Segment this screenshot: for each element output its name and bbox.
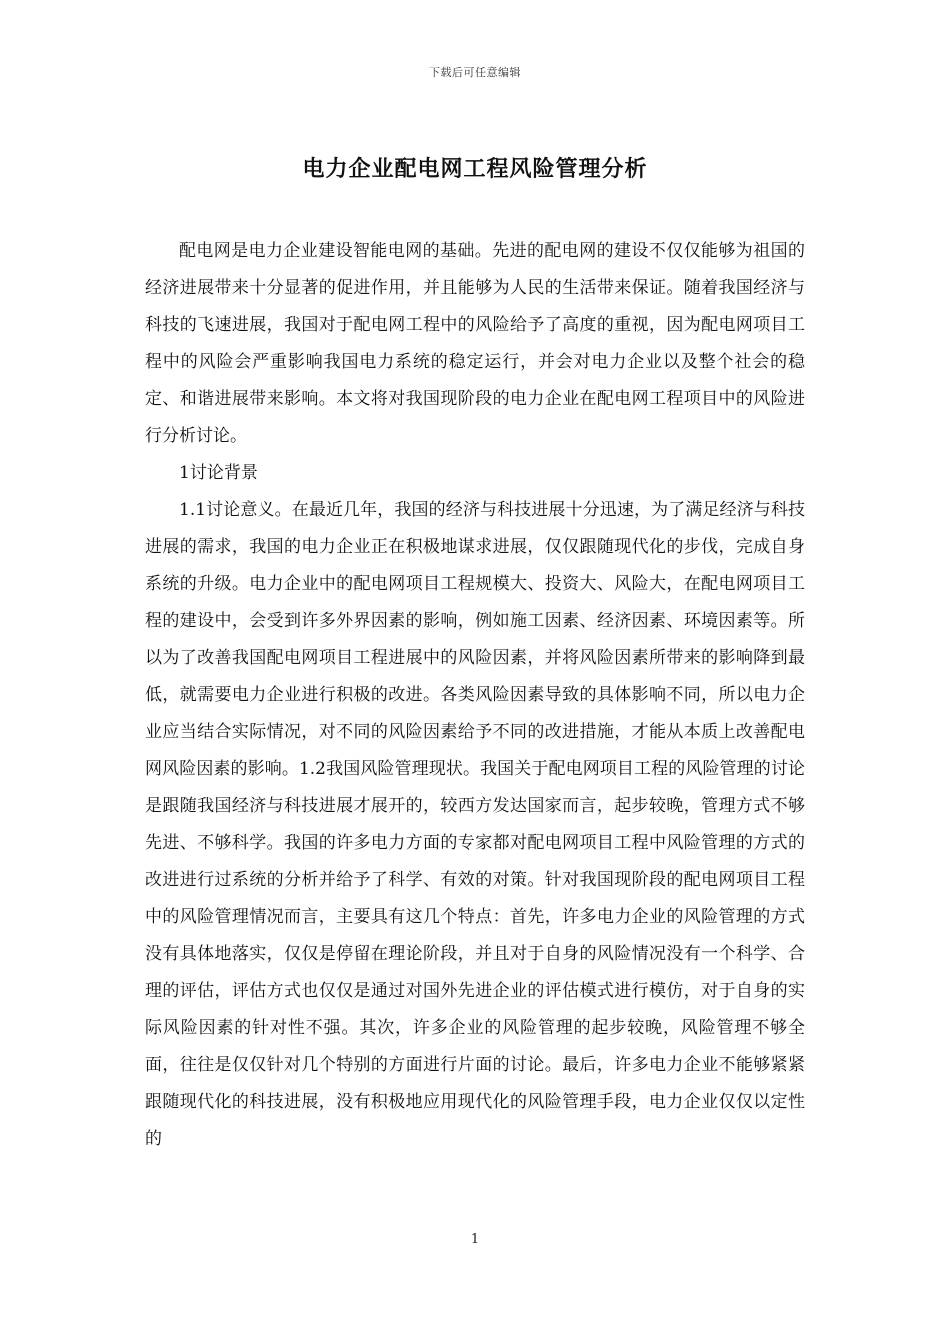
body-paragraph-significance: 1.1讨论意义。在最近几年，我国的经济与科技进展十分迅速，为了满足经济与科技进展的需求，我国的电力企业正在积极地谋求进展，仅仅跟随现代化的步伐，完成自身系统的升级。电力企业中的配电网项目工程规模大、投资大、风险大，在配电网项目工程的建设中，会受到许多外界因素的影响，例如施工因素、经济因素、环境因素等。所以为了改善我国配电网项目工程进展中的风险因素，并将风险因素所带来的影响降到最低，就需要电力企业进行积极的改进。各类风险因素导致的具体影响不同，所以电力企业应当结合实际情况，对不同的风险因素给予不同的改进措施，才能从本质上改善配电网风险因素的影响。1.2我国风险管理现状。我国关于配电网项目工程的风险管理的讨论是跟随我国经济与科技进展才展开的，较西方发达国家而言，起步较晚，管理方式不够先进、不够科学。我国的许多电力方面的专家都对配电网项目工程中风险管理的方式的改进进行过系统的分析并给予了科学、有效的对策。针对我国现阶段的配电网项目工程中的风险管理情况而言，主要具有这几个特点：首先，许多电力企业的风险管理的方式没有具体地落实，仅仅是停留在理论阶段，并且对于自身的风险情况没有一个科学、合理的评估，评估方式也仅仅是通过对国外先进企业的评估模式进行模仿，对于自身的实际风险因素的针对性不强。其次，许多企业的风险管理的起步较晚，风险管理不够全面，往往是仅仅针对几个特别的方面进行片面的讨论。最后，许多电力企业不能够紧紧跟随现代化的科技进展，没有积极地应用现代化的风险管理手段，电力企业仅仅以定性的 <box>145 500 805 1149</box>
header-note: 下载后可任意编辑 <box>429 66 521 79</box>
section-heading-background: 1讨论背景 <box>179 463 258 483</box>
document-title: 电力企业配电网工程风险管理分析 <box>302 156 648 182</box>
document-body <box>145 233 805 1158</box>
page-number: 1 <box>470 1232 480 1247</box>
body-paragraph-intro: 配电网是电力企业建设智能电网的基础。先进的配电网的建设不仅仅能够为祖国的经济进展带来十分显著的促进作用，并且能够为人民的生活带来保证。随着我国经济与科技的飞速进展，我国对于配电网工程中的风险给予了高度的重视，因为配电网项目工程中的风险会严重影响我国电力系统的稳定运行，并会对电力企业以及整个社会的稳定、和谐进展带来影响。本文将对我国现阶段的电力企业在配电网工程项目中的风险进行分析讨论。 <box>145 241 805 446</box>
